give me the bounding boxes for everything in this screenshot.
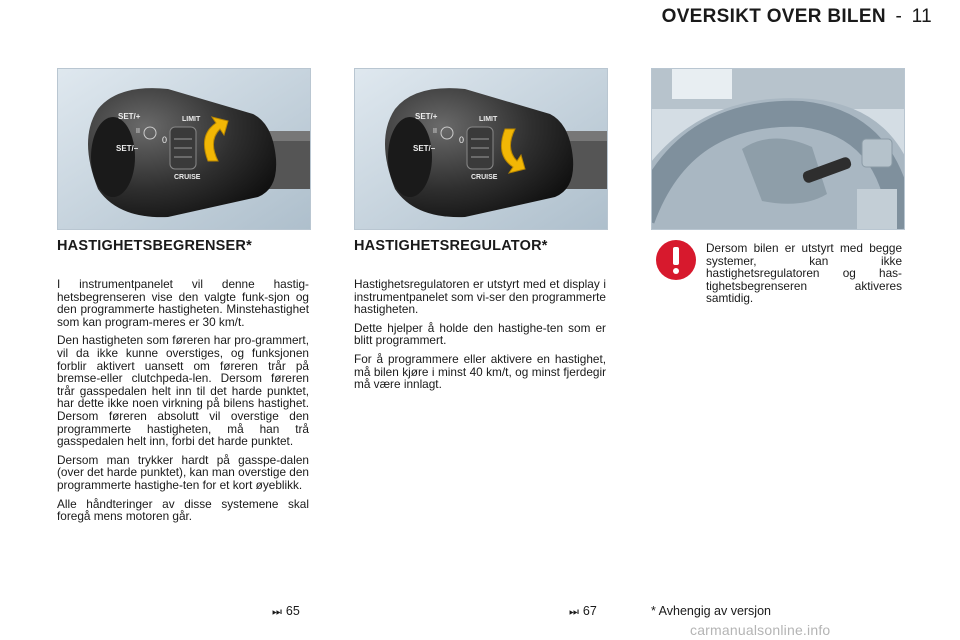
speed-limiter-paragraph: Den hastigheten som føreren har pro-grammert, vil da ikke kunne overstiges, og funksjonen forblir aktivert uansett om føreren trår på bremse-eller clutchpeda-len. Dersom føreren trår gasspedalen helt inn til det harde punktet, har dette ikke noen virkning på bilens hastighet. Dersom føreren absolutt vil overstige den programmerte hastigheten, må han trå gasspedalen helt inn, forbi det harde punktet. (57, 333, 309, 449)
cruise-control-paragraph: Dette hjelper å holde den hastighe-ten som er blitt programmert. (354, 320, 606, 348)
watermark: carmanualsonline.info (690, 622, 831, 638)
stalk-tip (388, 117, 432, 197)
page-reference-65[interactable] (272, 604, 300, 619)
page-reference-67[interactable] (569, 604, 597, 619)
cruise-control-section (354, 238, 606, 397)
speed-limiter-paragraph: Dersom man trykker hardt på gasspe-dalen (over det harde punktet), kan man overstige den programmerte hastighe-ten for et kort øyeblikk. (57, 452, 309, 492)
cruise-control-paragraph: Hastighetsregulatoren er utstyrt med et display i instrumentpanelet som vi-ser den programmerte hastigheten. (354, 277, 606, 317)
warning-note: Dersom bilen er utstyrt med begge systemer, kan ikke hastighetsregulatoren og has-tighetsbegrenseren aktiveres samtidig. (706, 241, 902, 306)
label-cruise: CRUISE (471, 174, 498, 181)
cruise-control-paragraph: For å programmere eller aktivere en hastighet, må bilen kjøre i minst 40 km/t, og minst fjerdegir må være innlagt. (354, 351, 606, 392)
label-zero: 0 (162, 135, 168, 145)
cruise-control-stalk-illustration (355, 69, 607, 229)
skip-forward-icon: ⏭ (569, 606, 579, 618)
speed-limiter-stalk-illustration (58, 69, 310, 229)
label-ii: II (136, 128, 140, 135)
cruise-control-stalk-image (354, 68, 608, 230)
label-limit: LIMIT (182, 116, 201, 123)
reference-number: 65 (285, 604, 300, 618)
label-cruise: CRUISE (174, 174, 201, 181)
label-set-plus: SET/+ (118, 112, 141, 121)
page-number: 11 (911, 6, 932, 27)
footnote: * Avhengig av versjon (651, 604, 771, 618)
page-title: OVERSIKT OVER BILEN (661, 6, 886, 27)
cruise-control-heading: HASTIGHETSREGULATOR* (354, 238, 548, 254)
speed-limiter-heading: HASTIGHETSBEGRENSER* (57, 238, 252, 254)
label-set-minus: SET/– (116, 144, 139, 153)
speed-limiter-section (57, 238, 309, 529)
label-set-minus: SET/– (413, 144, 436, 153)
reference-number: 67 (582, 604, 597, 618)
exclamation-icon (656, 240, 696, 280)
skip-forward-icon: ⏭ (272, 606, 282, 618)
stalk-tip (91, 117, 135, 197)
steering-wheel-image (651, 68, 905, 230)
speed-limiter-paragraph: Alle håndteringer av disse systemene skal foregå mens motoren går. (57, 496, 309, 524)
label-zero: 0 (459, 135, 465, 145)
header-separator: - (895, 6, 903, 27)
label-ii: II (433, 128, 437, 135)
page-header (662, 6, 932, 28)
speed-limiter-paragraph: I instrumentpanelet vil denne hastig-hetsbegrenseren vise den valgte funk-sjon og den programmerte hastigheten. Minstehastighet som kan program-meres er 30 km/t. (57, 277, 309, 329)
label-limit: LIMIT (479, 116, 498, 123)
speed-limiter-stalk-image (57, 68, 311, 230)
steering-wheel-illustration (652, 69, 904, 229)
label-set-plus: SET/+ (415, 112, 438, 121)
